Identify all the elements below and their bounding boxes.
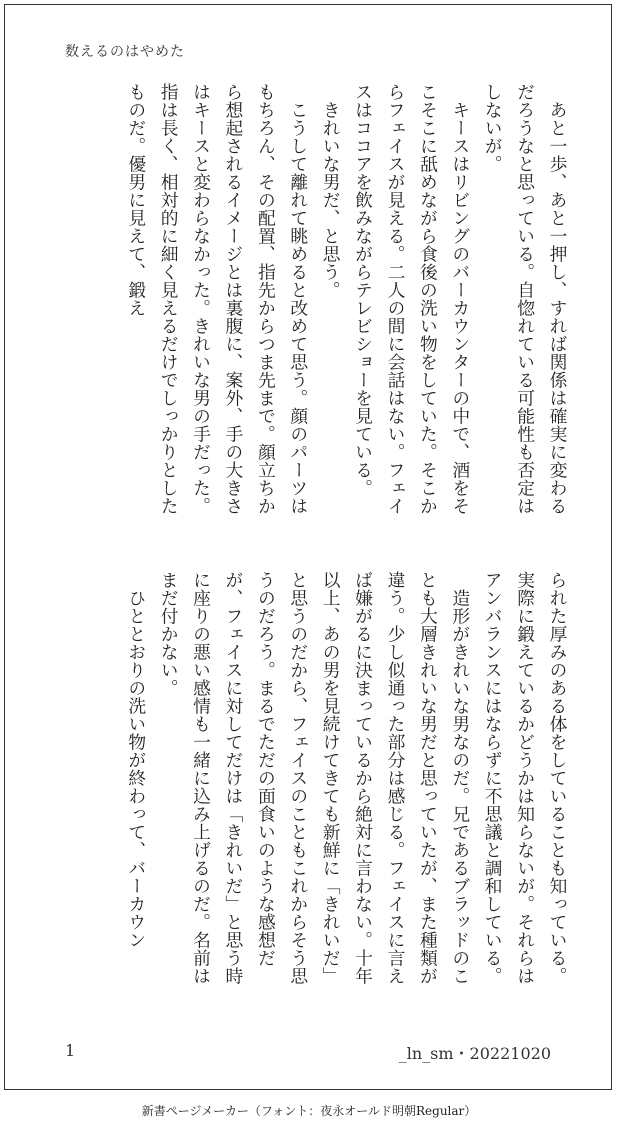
paragraph: 造形がきれいな男なのだ。兄であるブラッドのことも大層きれいな男だと思っていたが、また種類が違う。少し似通った部分は感じる。フェイスに言えば嫌がるに決まっているから絶対に言わない。十年以上、あの男を見続けてきても新鮮に「きれいだ」と思うのだから、フェイスのこともこれからそう思うのだろう。まるでただの面食いのような感想だが、フェイスに対してだけは「きれいだ」と思う時に座りの悪い感情も一緒に込み上げるのだ。名前はまだ付かない。 [158, 571, 471, 985]
lower-text-block [57, 571, 573, 995]
page-number: 1 [65, 1041, 76, 1060]
paragraph: きれいな男だ、と思う。 [320, 83, 342, 299]
paragraph: こうして離れて眺めると改めて思う。顔のパーツはもちろん、その配置、指先からつま先まで。顔立ちから想起されるイメージとは裏腹に、案外、手の大きさはキースと変わらなかった。きれいな男の手だった。指は長く、相対的に細く見えるだけでしっかりとしたものだ。優男に見えて、鍛え [125, 83, 309, 515]
paragraph: キースはリビングのバーカウンターの中で、酒をそこそこに舐めながら食後の洗い物をしていた。そこからフェイスが見える。二人の間に会話はない。フェイスはココアを飲みながらテレビショーを見ている。 [352, 83, 471, 515]
paragraph: ひととおりの洗い物が終わって、バーカウン [125, 571, 147, 949]
upper-text-block [57, 83, 573, 523]
page-title: 数えるのはやめた [65, 44, 185, 60]
maker-caption: 新書ページメーカー（フォント：夜永オールド明朝Regular） [141, 1104, 477, 1118]
page-credit: _ln_sm・20221020 [398, 1044, 551, 1063]
paragraph: られた厚みのある体をしていることも知っている。実際に鍛えているかどうかは知らないが。それらはアンバランスにはならずに不思議と調和している。 [482, 571, 568, 985]
paragraph: あと一歩、あと一押し、すれば関係は確実に変わるだろうなと思っている。自惚れている可能性も否定はしないが。 [482, 83, 568, 515]
book-page [4, 4, 612, 1090]
